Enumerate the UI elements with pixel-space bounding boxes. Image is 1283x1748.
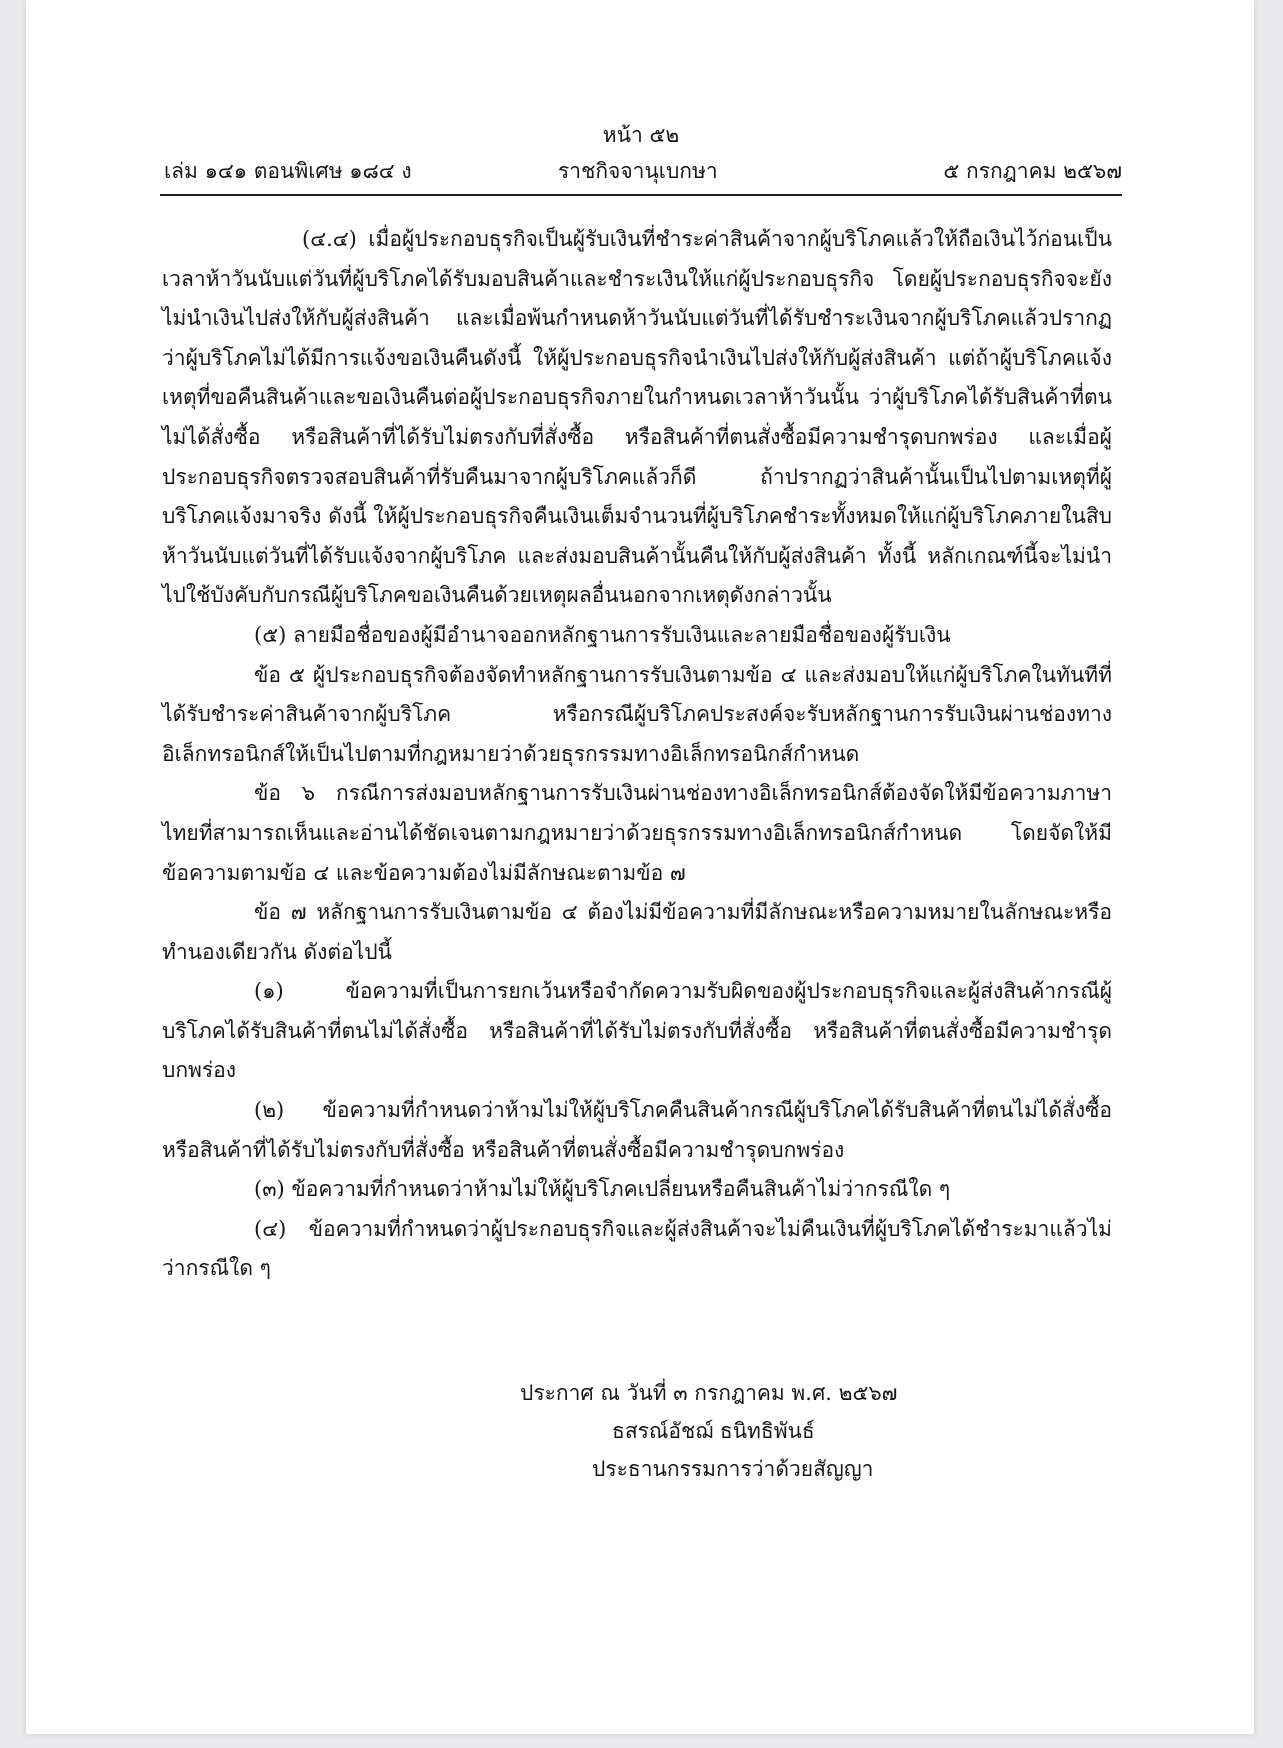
clause-7-item-2: (๒) ข้อความที่กำหนดว่าห้ามไม่ให้ผู้บริโภคคืนสินค้ากรณีผู้บริโภคได้รับสินค้าที่ตนไม่ได้สั่งซื้อหรือสินค้าที่ได้รับไม่ตรงกับที่สั่งซื้อ หรือสินค้าที่ตนสั่งซื้อมีความชำรุดบกพร่อง (162, 1098, 1112, 1162)
signatory-name: ธสรณ์อัชฌ์ ธนิทธิพันธ์ (612, 1419, 815, 1443)
gazette-header (160, 118, 1122, 190)
paragraph-5: (๕) ลายมือชื่อของผู้มีอำนาจออกหลักฐานการรับเงินและลายมือชื่อของผู้รับเงิน (254, 622, 951, 647)
publication-name: ราชกิจจานุเบกษา (558, 159, 718, 183)
header-row (160, 152, 1122, 190)
announcement-date: ประกาศ ณ วันที่ ๓ กรกฎาคม พ.ศ. ๒๕๖๗ (520, 1381, 898, 1405)
signature-block (160, 1374, 1122, 1488)
document-body (162, 220, 1112, 1289)
clause-7: ข้อ ๗ หลักฐานการรับเงินตามข้อ ๔ ต้องไม่มีข้อความที่มีลักษณะหรือความหมายในลักษณะหรือทำนองเดียวกัน ดังต่อไปนี้ (162, 900, 1112, 964)
volume-issue: เล่ม ๑๔๑ ตอนพิเศษ ๑๘๔ ง (164, 159, 412, 183)
clause-7-item-3: (๓) ข้อความที่กำหนดว่าห้ามไม่ให้ผู้บริโภคเปลี่ยนหรือคืนสินค้าไม่ว่ากรณีใด ๆ (254, 1177, 951, 1202)
paragraph-4-4: (๔.๔) เมื่อผู้ประกอบธุรกิจเป็นผู้รับเงินที่ชำระค่าสินค้าจากผู้บริโภคแล้วให้ถือเงินไว้ก่อนเป็นเวลาห้าวันนับแต่วันที่ผู้บริโภคได้รับมอบสินค้าและชำระเงินให้แก่ผู้ประกอบธุรกิจ โดยผู้ประกอบธุรกิจจะยังไม่นำเงินไปส่งให้กับผู้ส่งสินค้า และเมื่อพ้นกำหนดห้าวันนับแต่วันที่ได้รับชำระเงินจากผู้บริโภคแล้วปรากฏว่าผู้บริโภคไม่ได้มีการแจ้งขอเงินคืนดังนี้ ให้ผู้ประกอบธุรกิจนำเงินไปส่งให้กับผู้ส่งสินค้า แต่ถ้าผู้บริโภคแจ้งเหตุที่ขอคืนสินค้าและขอเงินคืนต่อผู้ประกอบธุรกิจภายในกำหนดเวลาห้าวันนั้น ว่าผู้บริโภคได้รับสินค้าที่ตนไม่ได้สั่งซื้อ หรือสินค้าที่ได้รับไม่ตรงกับที่สั่งซื้อ หรือสินค้าที่ตนสั่งซื้อมีความชำรุดบกพร่อง และเมื่อผู้ประกอบธุรกิจตรวจสอบสินค้าที่รับคืนมาจากผู้บริโภคแล้วก็ดี ถ้าปรากฏว่าสินค้านั้นเป็นไปตามเหตุที่ผู้บริโภคแจ้งมาจริง ดังนี้ ให้ผู้ประกอบธุรกิจคืนเงินเต็มจำนวนที่ผู้บริโภคชำระทั้งหมดให้แก่ผู้บริโภคภายในสิบห้าวันนับแต่วันที่ได้รับแจ้งจากผู้บริโภค และส่งมอบสินค้านั้นคืนให้กับผู้ส่งสินค้า ทั้งนี้ หลักเกณฑ์นี้จะไม่นำไปใช้บังคับกับกรณีผู้บริโภคขอเงินคืนด้วยเหตุผลอื่นนอกจากเหตุดังกล่าวนั้น (162, 227, 1112, 608)
page-number: หน้า ๕๒ (602, 123, 680, 147)
publication-date: ๕ กรกฎาคม ๒๕๖๗ (943, 159, 1122, 183)
clause-7-item-4: (๔) ข้อความที่กำหนดว่าผู้ประกอบธุรกิจและผู้ส่งสินค้าจะไม่คืนเงินที่ผู้บริโภคได้ชำระมาแล้วไม่ว่ากรณีใด ๆ (162, 1216, 1112, 1281)
clause-5: ข้อ ๕ ผู้ประกอบธุรกิจต้องจัดทำหลักฐานการรับเงินตามข้อ ๔ และส่งมอบให้แก่ผู้บริโภคในทันทีที่ได้รับชำระค่าสินค้าจากผู้บริโภค หรือกรณีผู้บริโภคประสงค์จะรับหลักฐานการรับเงินผ่านช่องทางอิเล็กทรอนิกส์ให้เป็นไปตามที่กฎหมายว่าด้วยธุรกรรมทางอิเล็กทรอนิกส์กำหนด (162, 662, 1112, 766)
clause-7-item-1: (๑) ข้อความที่เป็นการยกเว้นหรือจำกัดความรับผิดของผู้ประกอบธุรกิจและผู้ส่งสินค้ากรณีผู้บริโภคได้รับสินค้าที่ตนไม่ได้สั่งซื้อ หรือสินค้าที่ได้รับไม่ตรงกับที่สั่งซื้อ หรือสินค้าที่ตนสั่งซื้อมีความชำรุดบกพร่อง (162, 979, 1112, 1083)
header-divider (160, 194, 1122, 196)
clause-6: ข้อ ๖ กรณีการส่งมอบหลักฐานการรับเงินผ่านช่องทางอิเล็กทรอนิกส์ต้องจัดให้มีข้อความภาษาไทยที่สามารถเห็นและอ่านได้ชัดเจนตามกฎหมายว่าด้วยธุรกรรมทางอิเล็กทรอนิกส์กำหนด โดยจัดให้มีข้อความตามข้อ ๔ และข้อความต้องไม่มีลักษณะตามข้อ ๗ (162, 781, 1112, 885)
signatory-position: ประธานกรรมการว่าด้วยสัญญา (592, 1457, 874, 1481)
